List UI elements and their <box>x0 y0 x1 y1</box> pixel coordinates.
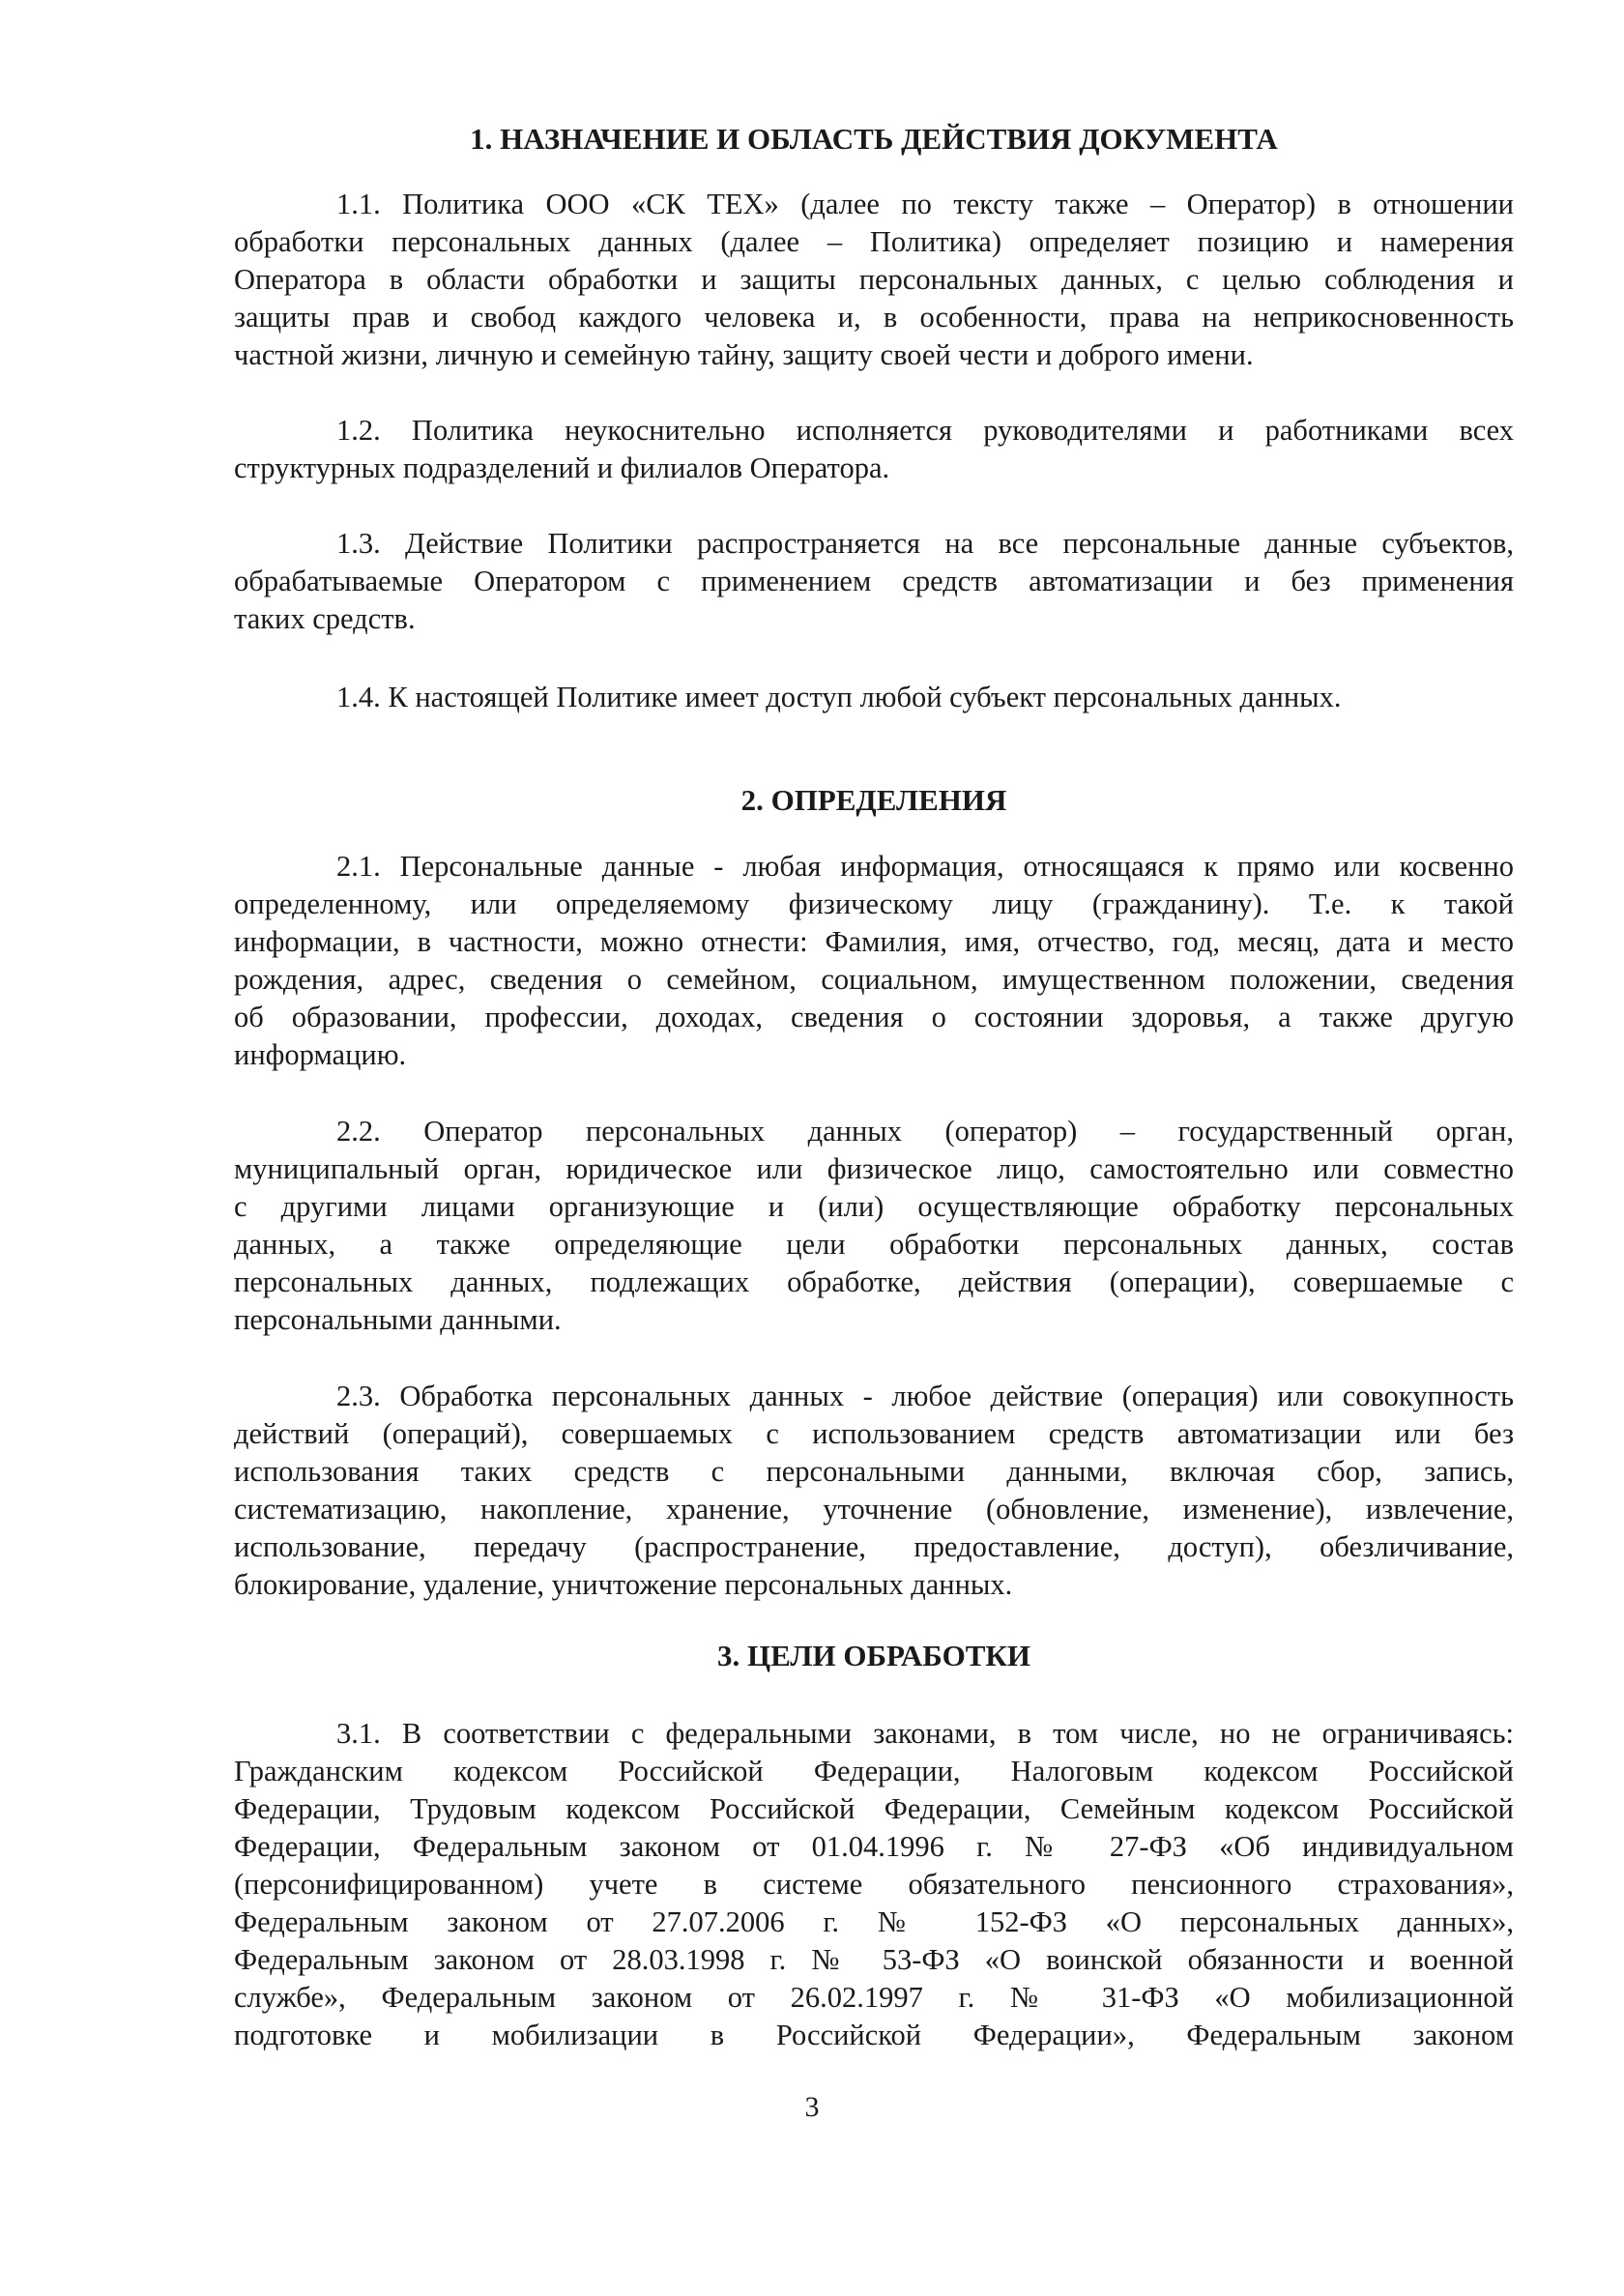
text-line: рождения, адрес, сведения о семейном, социальном, имущественном положении, сведения <box>234 963 1514 996</box>
paragraph-1-2 <box>234 412 1514 487</box>
text-line: 1.4. К настоящей Политике имеет доступ любой субъект персональных данных. <box>336 681 1342 713</box>
text-line: муниципальный орган, юридическое или физическое лицо, самостоятельно или совместно <box>234 1152 1514 1185</box>
text-line: Федерации, Федеральным законом от 01.04.1996 г. № 27-ФЗ «Об индивидуальном <box>234 1830 1514 1863</box>
text-line: блокирование, удаление, уничтожение персональных данных. <box>234 1568 1013 1601</box>
text-line: 1.2. Политика неукоснительно исполняется руководителями и работниками всех <box>336 414 1514 447</box>
text-line: информацию. <box>234 1038 407 1071</box>
text-line: 2.1. Персональные данные - любая информация, относящаяся к прямо или косвенно <box>336 850 1514 883</box>
text-line: защиты прав и свобод каждого человека и, в особенности, права на неприкосновенность <box>234 301 1514 334</box>
page-number: 3 <box>804 2091 820 2123</box>
text-line: структурных подразделений и филиалов Оператора. <box>234 451 890 484</box>
text-line: данных, а также определяющие цели обработки персональных данных, состав <box>234 1228 1514 1261</box>
text-line: обработки персональных данных (далее – Политика) определяет позицию и намерения <box>234 225 1514 258</box>
text-line: использование, передачу (распространение, предоставление, доступ), обезличивание, <box>234 1530 1514 1563</box>
paragraph-2-1 <box>234 848 1514 1074</box>
text-line: подготовке и мобилизации в Российской Федерации», Федеральным законом <box>234 2019 1514 2051</box>
text-line: об образовании, профессии, доходах, сведения о состоянии здоровья, а также другую <box>234 1001 1514 1033</box>
text-line: 1.3. Действие Политики распространяется на все персональные данные субъектов, <box>336 527 1514 560</box>
text-line: 3.1. В соответствии с федеральными законами, в том числе, но не ограничиваясь: <box>336 1717 1514 1750</box>
text-line: 1.1. Политика ООО «СК ТЕХ» (далее по тексту также – Оператор) в отношении <box>336 188 1514 220</box>
text-line: обрабатываемые Оператором с применением средств автоматизации и без применения <box>234 565 1514 597</box>
paragraph-3-1 <box>234 1715 1514 2054</box>
text-line: определенному, или определяемому физическому лицу (гражданину). Т.е. к такой <box>234 887 1514 920</box>
text-line: таких средств. <box>234 602 416 635</box>
paragraph-1-3 <box>234 525 1514 638</box>
text-line: Федеральным законом от 27.07.2006 г. № 152-ФЗ «О персональных данных», <box>234 1905 1514 1938</box>
text-line: службе», Федеральным законом от 26.02.1997 г. № 31-ФЗ «О мобилизационной <box>234 1981 1514 2014</box>
paragraph-2-3 <box>234 1378 1514 1604</box>
text-line: с другими лицами организующие и (или) осуществляющие обработку персональных <box>234 1190 1514 1223</box>
section-heading-1: 1. НАЗНАЧЕНИЕ И ОБЛАСТЬ ДЕЙСТВИЯ ДОКУМЕНТА <box>470 122 1278 156</box>
text-line: 2.2. Оператор персональных данных (оператор) – государственный орган, <box>336 1115 1514 1148</box>
text-line: информации, в частности, можно отнести: Фамилия, имя, отчество, год, месяц, дата и место <box>234 925 1514 958</box>
text-line: 2.3. Обработка персональных данных - любое действие (операция) или совокупность <box>336 1380 1514 1412</box>
text-line: Гражданским кодексом Российской Федерации, Налоговым кодексом Российской <box>234 1755 1514 1787</box>
text-line: (персонифицированном) учете в системе обязательного пенсионного страхования», <box>234 1868 1514 1901</box>
text-line: персональными данными. <box>234 1303 562 1336</box>
text-line: частной жизни, личную и семейную тайну, защиту своей чести и доброго имени. <box>234 338 1254 371</box>
text-line: систематизацию, накопление, хранение, уточнение (обновление, изменение), извлечение, <box>234 1493 1514 1526</box>
paragraph-1-1 <box>234 186 1514 374</box>
text-line: действий (операций), совершаемых с использованием средств автоматизации или без <box>234 1417 1514 1450</box>
section-heading-3: 3. ЦЕЛИ ОБРАБОТКИ <box>717 1639 1030 1672</box>
section-heading-2: 2. ОПРЕДЕЛЕНИЯ <box>740 783 1007 817</box>
text-line: Федерации, Трудовым кодексом Российской Федерации, Семейным кодексом Российской <box>234 1792 1514 1825</box>
text-line: Оператора в области обработки и защиты персональных данных, с целью соблюдения и <box>234 263 1514 296</box>
text-line: использования таких средств с персональными данными, включая сбор, запись, <box>234 1455 1514 1488</box>
text-line: Федеральным законом от 28.03.1998 г. № 53-ФЗ «О воинской обязанности и военной <box>234 1943 1514 1976</box>
paragraph-2-2 <box>234 1113 1514 1339</box>
paragraph-1-4 <box>234 679 1514 716</box>
text-line: персональных данных, подлежащих обработке, действия (операции), совершаемые с <box>234 1265 1514 1298</box>
